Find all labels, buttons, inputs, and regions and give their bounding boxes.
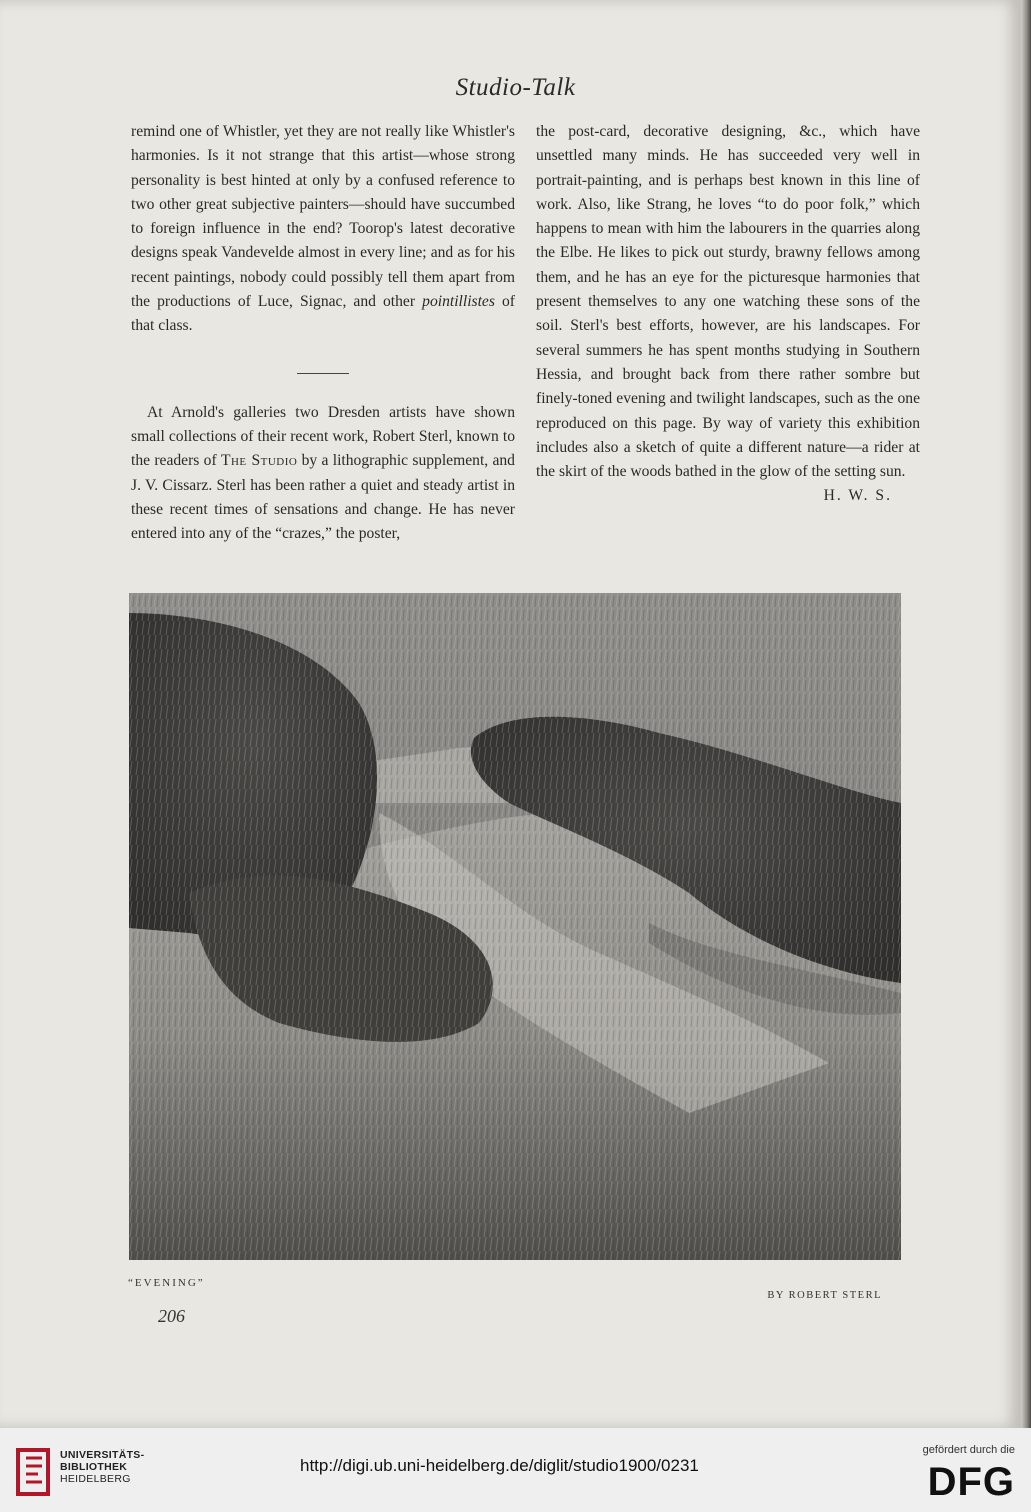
left-text-column <box>131 120 515 546</box>
paragraph-1: remind one of Whistler, yet they are not really like Whistler's harmonies. Is it not strange that this artist—whose strong personality is best hinted at only by a confused reference to two other great subjective painters—should have succumbed to foreign influence in the end? Toorop's latest decorative designs speak Vandevelde almost in every line; and as for his recent paintings, nobody could possibly tell them apart from the productions of Luce, Signac, and other pointillistes of that class. <box>131 123 515 335</box>
university-library-logo-icon <box>16 1446 54 1498</box>
painting-image <box>129 593 901 1260</box>
section-divider <box>297 373 349 374</box>
page-number: 206 <box>158 1306 185 1326</box>
magazine-title: The Studio <box>220 452 298 470</box>
paragraph-3: the post-card, decorative designing, &c., which have unsettled many minds. He has succeeded very well in portrait-painting, and is perhaps best known in this line of work. Also, like Strang, he loves “to do poor folk,” which happens to mean with him the labourers in the quarries along the Elbe. He likes to pick out sturdy, brawny fellows among them, and he has an eye for the picturesque harmonies that present themselves to any one watching these sons of the soil. Sterl's best efforts, however, are his landscapes. For several summers he has spent months studying in Southern Hessia, and brought back from there rather sombre but finely-toned evening and twilight landscapes, such as the one reproduced on this page. By way of variety this exhibition includes also a sketch of quite a different nature—a rider at the skirt of the woods bathed in the glow of the setting sun. <box>536 123 920 481</box>
right-text-column <box>536 120 920 509</box>
page-edge <box>1021 0 1031 1428</box>
paragraph-2: At Arnold's galleries two Dresden artists have shown small collections of their recent work, Robert Sterl, known to the readers of The Studio by a lithographic supplement, and J. V. Cissarz. Sterl has been rather a quiet and steady artist in these recent times of sensations and change. He has never entered into any of the “crazes,” the poster, <box>131 403 515 543</box>
plate-caption-credit: BY ROBERT STERL <box>767 1290 882 1301</box>
footer-bar <box>0 1428 1031 1512</box>
running-head: Studio-Talk <box>455 74 576 101</box>
landscape-painting-plate <box>129 593 901 1260</box>
permalink-url[interactable]: http://digi.ub.uni-heidelberg.de/diglit/studio1900/0231 <box>300 1456 699 1475</box>
plate-caption-title: “EVENING” <box>128 1277 205 1289</box>
library-name: UNIVERSITÄTS- BIBLIOTHEK HEIDELBERG <box>60 1449 145 1485</box>
author-signature: H. W. S. <box>823 487 892 505</box>
sponsor-text: gefördert durch die <box>922 1444 1015 1456</box>
dfg-logo: DFG <box>927 1460 1015 1504</box>
italic-term: pointillistes <box>422 293 495 311</box>
